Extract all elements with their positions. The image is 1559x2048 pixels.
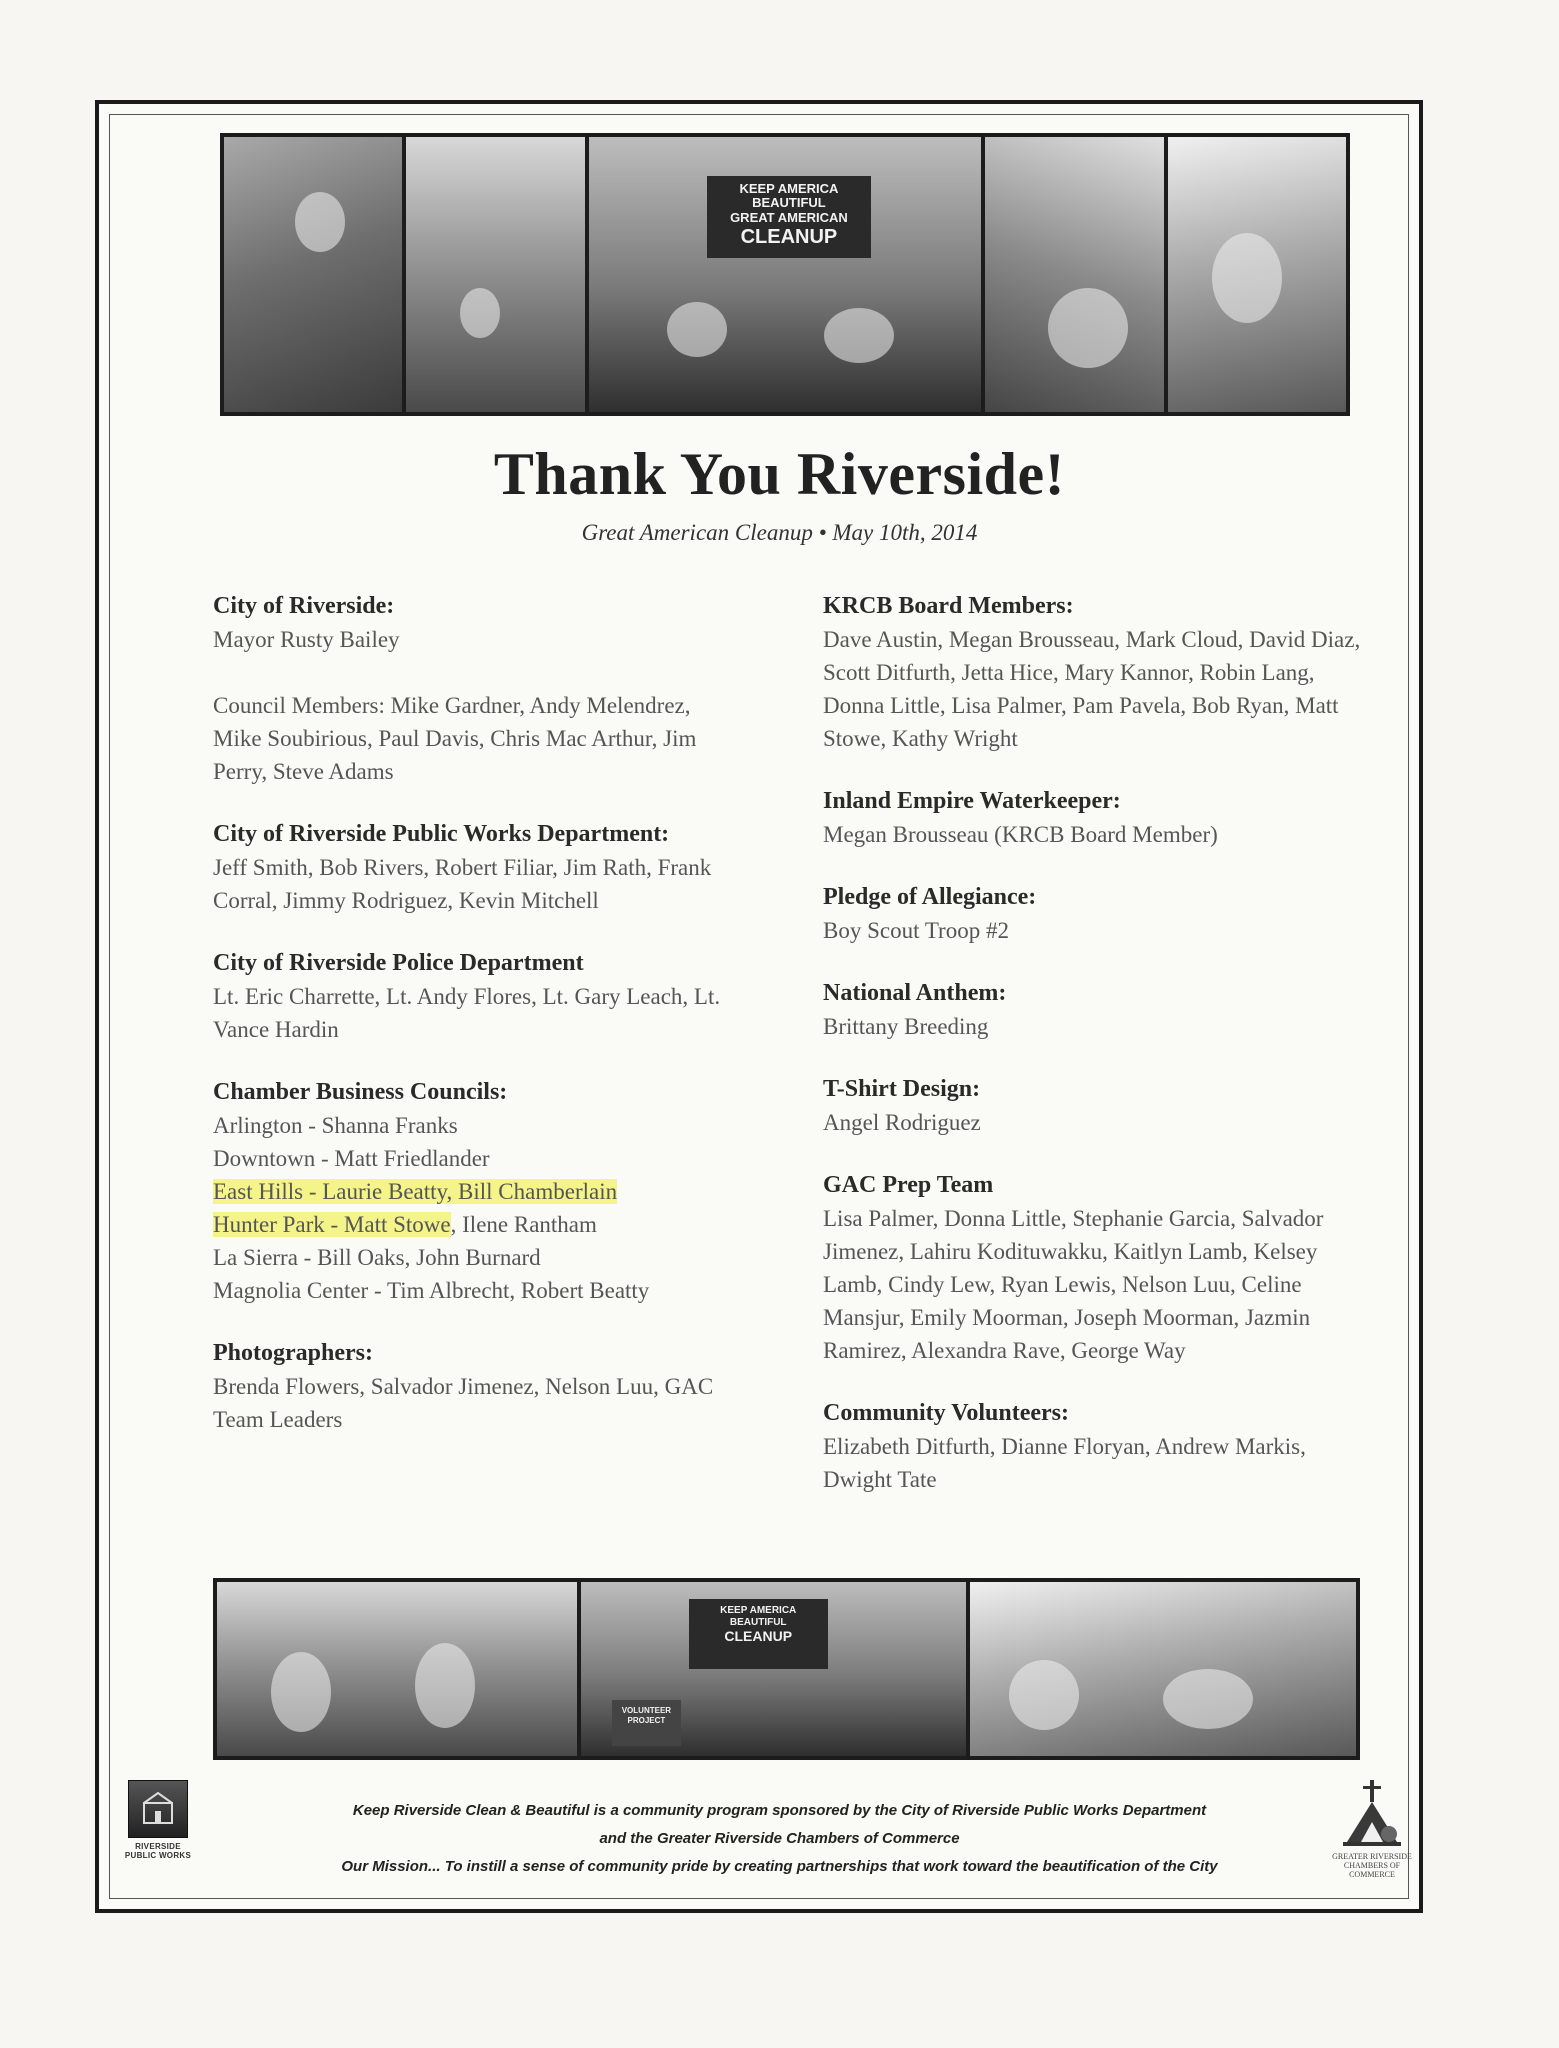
photo-volunteers-pole: [224, 137, 402, 412]
chamber-line-rest: , Ilene Rantham: [450, 1212, 597, 1237]
chamber-line: La Sierra - Bill Oaks, John Burnard: [213, 1245, 541, 1270]
chamber-line: [213, 1175, 733, 1208]
top-photo-strip: [220, 133, 1350, 416]
footer-line-3: Our Mission... To instill a sense of community pride by creating partnerships that work toward the beautification of the City: [341, 1858, 1218, 1875]
section-body: Elizabeth Ditfurth, Dianne Floryan, Andrew Markis, Dwight Tate: [823, 1434, 1306, 1492]
photo-group-tent: [581, 1582, 967, 1756]
left-column: [213, 590, 733, 1466]
section-body: Angel Rodriguez: [823, 1110, 981, 1135]
section-body: Megan Brousseau (KRCB Board Member): [823, 822, 1218, 847]
section-public-works: [213, 818, 733, 917]
bottom-photo-strip: [213, 1578, 1360, 1760]
section-body: Dave Austin, Megan Brousseau, Mark Cloud, David Diaz, Scott Ditfurth, Jetta Hice, Mary Kannor, Robin Lang, Donna Little, Lisa Palmer, Pam Pavela, Bob Ryan, Matt Stowe, Kathy Wright: [823, 627, 1361, 751]
bottom-banner-text-3: CLEANUP: [724, 1628, 793, 1645]
section-heading: Pledge of Allegiance:: [823, 884, 1037, 910]
banner-text-2: BEAUTIFUL: [752, 195, 826, 211]
section-heading: T-Shirt Design:: [823, 1076, 981, 1102]
section-police: [213, 947, 733, 1046]
section-body: Brenda Flowers, Salvador Jimenez, Nelson Luu, GAC Team Leaders: [213, 1374, 714, 1432]
photo-group-award: [217, 1582, 577, 1756]
cleanup-banner: [707, 176, 872, 259]
section-heading: Chamber Business Councils:: [213, 1079, 508, 1105]
section-body: Council Members: Mike Gardner, Andy Melendrez, Mike Soubirious, Paul Davis, Chris Mac Arthur, Jim Perry, Steve Adams: [213, 693, 697, 784]
section-heading: Community Volunteers:: [823, 1400, 1070, 1426]
photo-sorting-trash: [985, 137, 1163, 412]
section-body: Boy Scout Troop #2: [823, 918, 1009, 943]
photo-child: [1168, 137, 1346, 412]
footer-line-2: and the Greater Riverside Chambers of Commerce: [599, 1830, 960, 1847]
page-title: Thank You Riverside!: [493, 441, 1066, 507]
bottom-cleanup-banner: [689, 1599, 828, 1669]
section-heading: City of Riverside Police Department: [213, 950, 584, 976]
photo-group-street: [970, 1582, 1356, 1756]
footer-line-1: Keep Riverside Clean & Beautiful is a community program sponsored by the City of Riverside Public Works Department: [352, 1802, 1207, 1819]
section-heading: National Anthem:: [823, 980, 1007, 1006]
section-anthem: [823, 977, 1363, 1043]
bottom-banner-text-2: BEAUTIFUL: [729, 1616, 787, 1628]
highlighted-text: East Hills - Laurie Beatty, Bill Chamberlain: [213, 1179, 618, 1204]
section-heading: City of Riverside Public Works Department:: [213, 821, 670, 847]
section-body: Lisa Palmer, Donna Little, Stephanie Garcia, Salvador Jimenez, Lahiru Kodituwakku, Kaitlyn Lamb, Kelsey Lamb, Cindy Lew, Ryan Lewis, Nelson Luu, Celine Mansjur, Emily Moorman, Joseph Moorman, Jazmin Ramirez, Alexandra Rave, George Way: [823, 1206, 1324, 1363]
chamber-line: Arlington - Shanna Franks: [213, 1113, 458, 1138]
banner-text-1: KEEP AMERICA: [739, 180, 839, 196]
section-volunteers: [823, 1397, 1363, 1496]
chamber-line: Downtown - Matt Friedlander: [213, 1146, 490, 1171]
section-body: Jeff Smith, Bob Rivers, Robert Filiar, Jim Rath, Frank Corral, Jimmy Rodriguez, Kevin Mitchell: [213, 855, 712, 913]
page-subtitle: Great American Cleanup • May 10th, 2014: [581, 520, 978, 545]
photo-palm-trees: [406, 137, 584, 412]
volunteer-sign-text: VOLUNTEER PROJECT: [621, 1706, 672, 1725]
section-heading: GAC Prep Team: [823, 1172, 994, 1198]
chamber-line: [213, 1208, 733, 1241]
chambers-of-commerce-logo: [1322, 1778, 1422, 1879]
volunteer-project-sign: [612, 1700, 681, 1745]
logo-left-dept: PUBLIC WORKS: [124, 1851, 192, 1860]
logo-right-name: GREATER RIVERSIDE CHAMBERS OF COMMERCE: [1332, 1852, 1412, 1879]
chamber-logo-mark: [1337, 1778, 1407, 1850]
section-photographers: [213, 1337, 733, 1436]
section-city-of-riverside: [213, 590, 733, 788]
section-chamber-councils: [213, 1076, 733, 1307]
section-krcb-board: [823, 590, 1363, 755]
section-heading: KRCB Board Members:: [823, 593, 1074, 619]
section-body: Lt. Eric Charrette, Lt. Andy Flores, Lt. Gary Leach, Lt. Vance Hardin: [213, 984, 721, 1042]
section-body: Brittany Breeding: [823, 1014, 989, 1039]
section-pledge: [823, 881, 1363, 947]
bottom-banner-text-1: KEEP AMERICA: [720, 1605, 797, 1617]
banner-text-4: CLEANUP: [740, 226, 838, 249]
section-heading: City of Riverside:: [213, 593, 395, 619]
section-heading: Inland Empire Waterkeeper:: [823, 788, 1121, 814]
highlighted-text: Hunter Park - Matt Stowe: [213, 1212, 451, 1237]
logo-left-name: RIVERSIDE: [135, 1842, 181, 1851]
section-tshirt: [823, 1073, 1363, 1139]
photo-group-banner: [589, 137, 981, 412]
right-column: [823, 590, 1363, 1526]
banner-text-3: GREAT AMERICAN: [730, 210, 848, 226]
section-prep-team: [823, 1169, 1363, 1367]
section-body: Mayor Rusty Bailey: [213, 627, 400, 652]
section-heading: Photographers:: [213, 1340, 373, 1366]
chamber-line: Magnolia Center - Tim Albrecht, Robert Beatty: [213, 1278, 650, 1303]
section-waterkeeper: [823, 785, 1363, 851]
